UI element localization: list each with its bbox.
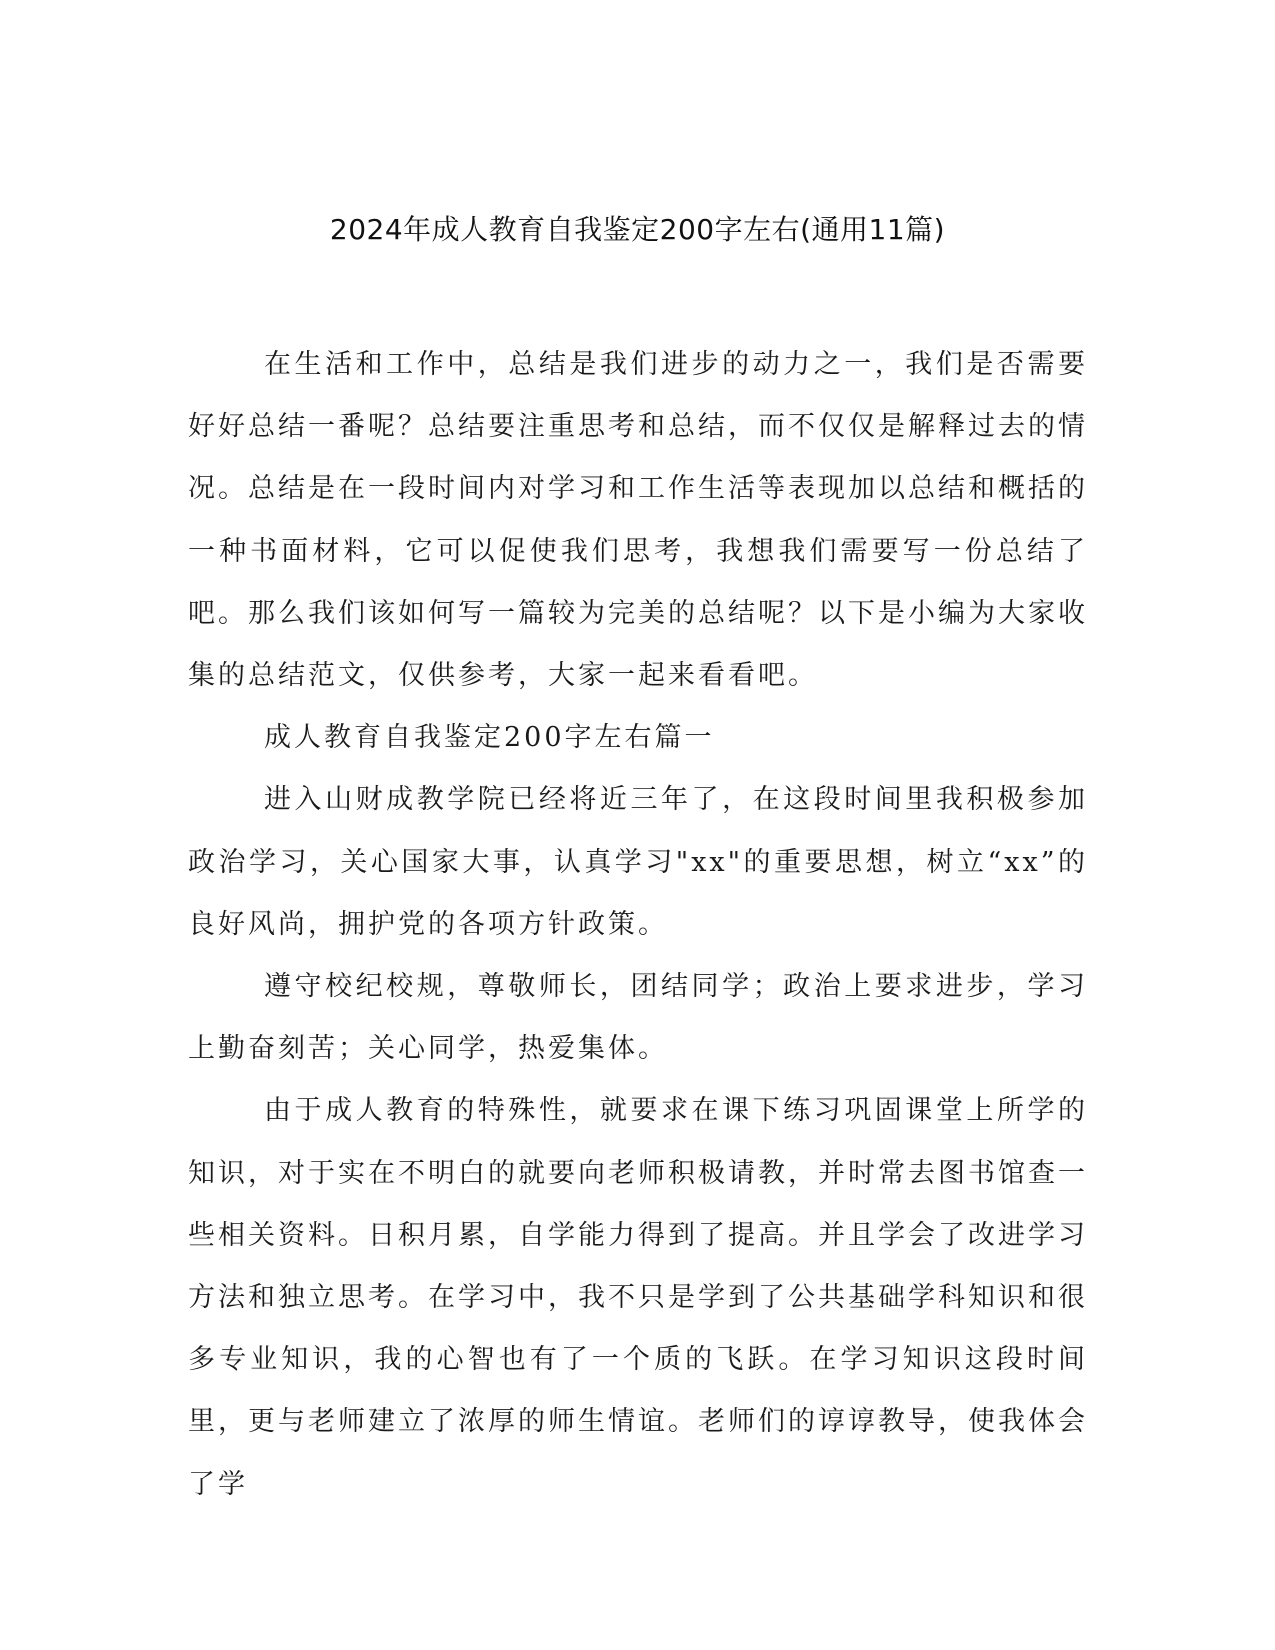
document-body	[188, 334, 1088, 1516]
body-paragraph-2: 遵守校纪校规，尊敬师长，团结同学；政治上要求进步，学习上勤奋刻苦；关心同学，热爱集体。	[188, 971, 1088, 1065]
document-title: 2024年成人教育自我鉴定200字左右(通用11篇)	[329, 213, 946, 246]
intro-paragraph: 在生活和工作中，总结是我们进步的动力之一，我们是否需要好好总结一番呢？总结要注重思考和总结，而不仅仅是解释过去的情况。总结是在一段时间内对学习和工作生活等表现加以总结和概括的一种书面材料，它可以促使我们思考，我想我们需要写一份总结了吧。那么我们该如何写一篇较为完美的总结呢？以下是小编为大家收集的总结范文，仅供参考，大家一起来看看吧。	[188, 349, 1088, 692]
section-heading: 成人教育自我鉴定200字左右篇一	[264, 722, 715, 754]
body-paragraph-1: 进入山财成教学院已经将近三年了，在这段时间里我积极参加政治学习，关心国家大事，认真学习"xx"的重要思想，树立“xx”的良好风尚，拥护党的各项方针政策。	[188, 784, 1088, 940]
body-paragraph-3: 由于成人教育的特殊性，就要求在课下练习巩固课堂上所学的知识，对于实在不明白的就要向老师积极请教，并时常去图书馆查一些相关资料。日积月累，自学能力得到了提高。并且学会了改进学习方法和独立思考。在学习中，我不只是学到了公共基础学科知识和很多专业知识，我的心智也有了一个质的飞跃。在学习知识这段时间里，更与老师建立了浓厚的师生情谊。老师们的谆谆教导，使我体会了学	[188, 1095, 1088, 1500]
